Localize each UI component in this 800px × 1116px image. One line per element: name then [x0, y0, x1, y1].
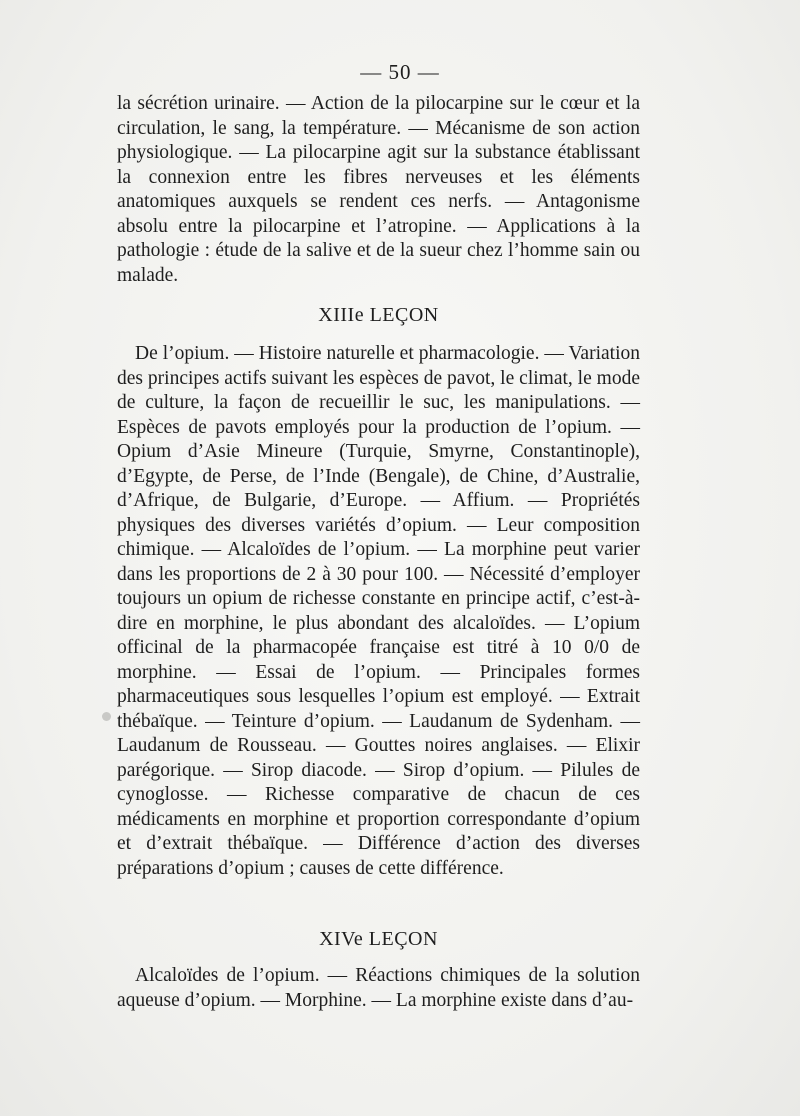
paper-speck [102, 712, 111, 721]
paragraph-text: la sécrétion urinaire. — Action de la pilocarpine sur le cœur et la circulation, le sang, la température. — Mécanisme de son action physiologique. — La pilocarpine agit sur la substance établissant la connexion entre les fibres nerveuses et les éléments anatomiques auxquels se rendent ces nerfs. — Antagonisme absolu entre la pilocarpine et l’atropine. — Applications à la pathologie : étude de la salive et de la sueur chez l’homme sain ou malade. [117, 93, 640, 286]
lesson-heading: XIIIe LEÇON [318, 304, 439, 326]
paragraph-text: Alcaloïdes de l’opium. — Réactions chimiques de la solution aqueuse d’opium. — Morphine. — La morphine existe dans d’au- [117, 965, 640, 1011]
page-number: — 50 — [360, 60, 440, 84]
lesson-14-paragraph [117, 964, 640, 1013]
paragraph-text: De l’opium. — Histoire naturelle et pharmacologie. — Variation des principes actifs suivant les espèces de pavot, le climat, le mode de culture, la façon de recueillir le suc, les manipulations. — Espèces de pavots employés pour la production de l’opium. — Opium d’Asie Mineure (Turquie, Smyrne, Constantinople), d’Egypte, de Perse, de l’Inde (Bengale), de Chine, d’Australie, d’Afrique, de Bulgarie, d’Europe. — Affium. — Propriétés physiques des diverses variétés d’opium. — Leur composition chimique. — Alcaloïdes de l’opium. — La morphine peut varier dans les proportions de 2 à 30 pour 100. — Nécessité d’employer toujours un opium de richesse constante en principe actif, c’est-à-dire en morphine, le plus abondant des alcaloïdes. — L’opium officinal de la pharmacopée française est titré à 10 0/0 de morphine. — Essai de l’opium. — Principales formes pharmaceutiques sous lesquelles l’opium est employé. — Extrait thébaïque. — Teinture d’opium. — Laudanum de Sydenham. — Laudanum de Rousseau. — Gouttes noires anglaises. — Elixir parégorique. — Sirop diacode. — Sirop d’opium. — Pilules de cynoglosse. — Richesse comparative de chacun de ces médicaments en morphine et proportion correspondante d’opium et d’extrait thébaïque. — Différence d’action des diverses préparations d’opium ; causes de cette différence. [117, 343, 640, 879]
lesson-heading: XIVe LEÇON [319, 928, 438, 950]
lesson-13-paragraph [117, 342, 640, 881]
continued-paragraph [117, 92, 640, 288]
